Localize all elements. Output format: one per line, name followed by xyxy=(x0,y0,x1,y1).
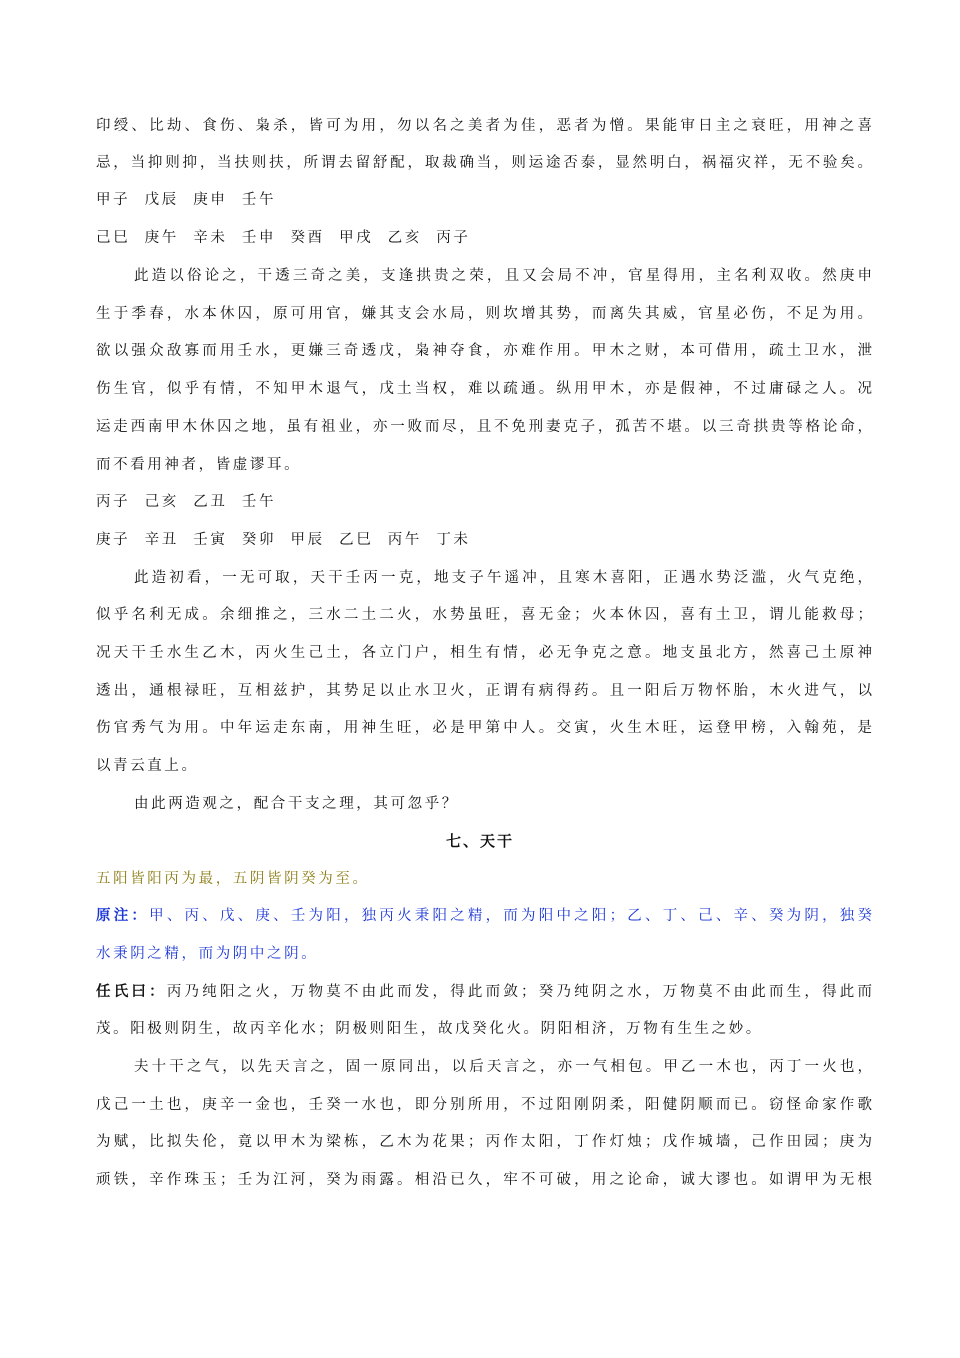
paragraph-line: 为赋，比拟失伦，竟以甲木为梁栋，乙木为花果；丙作太阳，丁作灯烛；戊作城墙，己作田园；庚为 xyxy=(96,1134,872,1150)
original-note-text: 甲、丙、戊、庚、壬为阳，独丙火秉阳之精，而为阳中之阳；乙、丁、己、辛、癸为阴，独癸 xyxy=(149,908,873,924)
bazi-chart-1-pillars: 甲子 戊辰 庚申 壬午 xyxy=(96,192,277,208)
paragraph-line: 此造以俗论之，干透三奇之美，支逢拱贵之荣，且又会局不冲，官星得用，主名利双收。然庚申 xyxy=(134,268,872,284)
paragraph-line: 况天干壬水生乙木，丙火生己土，各立门户，相生有情，必无争克之意。地支虽北方，然喜己土原神 xyxy=(96,645,872,661)
original-note-line: 水秉阴之精，而为阴中之阴。 xyxy=(96,946,319,962)
paragraph-line: 伤官秀气为用。中年运走东南，用神生旺，必是甲第中人。交寅，火生木旺，运登甲榜，入翰苑，是 xyxy=(96,720,872,736)
paragraph-line: 印绶、比劫、食伤、枭杀，皆可为用，勿以名之美者为佳，恶者为憎。果能审日主之衰旺，用神之喜 xyxy=(96,118,872,134)
paragraph-line: 忌，当抑则抑，当扶则扶，所谓去留舒配，取裁确当，则运途否泰，显然明白，祸福灾祥，无不验矣。 xyxy=(96,155,872,171)
paragraph-line: 似乎名利无成。余细推之，三水二土二火，水势虽旺，喜无金；火本休囚，喜有土卫，谓儿能救母； xyxy=(96,607,872,623)
bazi-chart-2-pillars: 丙子 己亥 乙丑 壬午 xyxy=(96,494,277,510)
bazi-chart-1-luck-cycles: 己巳 庚午 辛未 壬申 癸酉 甲戌 乙亥 丙子 xyxy=(96,230,471,246)
paragraph-line: 透出，通根禄旺，互相兹护，其势足以止水卫火，正谓有病得药。且一阳后万物怀胎，木火进气，以 xyxy=(96,683,872,699)
paragraph-line: 顽铁，辛作珠玉；壬为江河，癸为雨露。相沿已久，牢不可破，用之论命，诚大谬也。如谓甲为无根 xyxy=(96,1172,872,1188)
commentary-label: 任氏曰： xyxy=(96,983,167,1000)
paragraph-line: 此造初看，一无可取，天干壬丙一克，地支子午遥冲，且寒木喜阳，正遇水势泛滥，火气克绝， xyxy=(134,570,872,586)
paragraph-line: 运走西南甲木休囚之地，虽有祖业，亦一败而尽，且不免刑妻克子，孤苦不堪。以三奇拱贵等格论命， xyxy=(96,419,872,435)
paragraph-line: 夫十干之气，以先天言之，固一原同出，以后天言之，亦一气相包。甲乙一木也，丙丁一火也， xyxy=(134,1059,872,1075)
section-title: 七、天干 xyxy=(445,832,514,850)
commentary-text: 丙乃纯阳之火，万物莫不由此而发，得此而敛；癸乃纯阴之水，万物莫不由此而生，得此而 xyxy=(166,984,873,1000)
paragraph-line: 而不看用神者，皆虚谬耳。 xyxy=(96,457,302,473)
paragraph-line: 由此两造观之，配合干支之理，其可忽乎？ xyxy=(134,796,459,812)
paragraph-line: 戊己一土也，庚辛一金也，壬癸一水也，即分别所用，不过阳刚阴柔，阳健阴顺而已。窃怪命家作歌 xyxy=(96,1097,872,1113)
original-note-label: 原注： xyxy=(96,907,150,924)
paragraph-line: 欲以强众敌寡而用壬水，更嫌三奇透戊，枭神夺食，亦难作用。甲木之财，本可借用，疏土卫水，泄 xyxy=(96,343,872,359)
commentary-line xyxy=(96,982,872,1002)
original-note-line xyxy=(96,906,872,926)
paragraph-line: 伤生官，似乎有情，不知甲木退气，戊土当权，难以疏通。纵用甲木，亦是假神，不过庸碌之人。况 xyxy=(96,381,872,397)
bazi-chart-2-luck-cycles: 庚子 辛丑 壬寅 癸卯 甲辰 乙巳 丙午 丁未 xyxy=(96,532,471,548)
paragraph-line: 生于季春，水本休囚，原可用官，嫌其支会水局，则坎增其势，而离失其威，官星必伤，不足为用。 xyxy=(96,306,872,322)
paragraph-line: 以青云直上。 xyxy=(96,758,199,774)
verse-text: 五阳皆阳丙为最，五阴皆阴癸为至。 xyxy=(96,871,370,887)
commentary-line: 茂。阳极则阴生，故丙辛化水；阴极则阳生，故戊癸化火。阴阳相济，万物有生生之妙。 xyxy=(96,1021,763,1037)
